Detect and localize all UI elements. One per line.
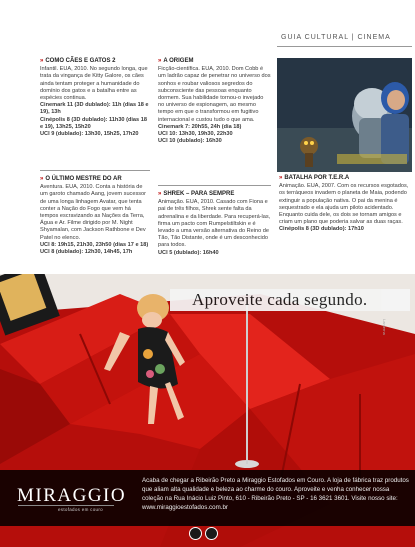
bullet-icon: » bbox=[279, 175, 283, 181]
logo-divider bbox=[18, 505, 114, 506]
session-line: Cinemark 11 (3D dublado): 11h (dias 18 e 19), 13h bbox=[40, 102, 149, 116]
review-body: Ficção-científica. EUA, 2010. Dom Cobb é um ladrão capaz de penetrar no universo dos sonhos e roubar valiosos segredos do subconsciente das pessoas enquanto dormem. Sua habilidade tornou-o invejado no universo de espionagem, ao mesmo tempo em que o transformou em fugitivo internacional e custou tudo o que ama. bbox=[158, 66, 271, 123]
seal-icon bbox=[205, 527, 218, 540]
column-rule bbox=[40, 170, 150, 171]
review-title: BATALHA POR T.E.R.A bbox=[284, 175, 350, 181]
certification-icons bbox=[189, 527, 221, 545]
seal-icon bbox=[189, 527, 202, 540]
bullet-icon: » bbox=[158, 191, 162, 197]
session-line: UCI 8 (dublado): 12h30, 14h45, 17h bbox=[40, 249, 133, 256]
header-rule bbox=[277, 46, 412, 47]
review-title: SHREK – PARA SEMPRE bbox=[163, 191, 235, 197]
review-body: Aventura. EUA, 2010. Conta a história de um garoto chamado Aang, jovem sucessor de uma longa linhagem Avatar, que tenta conter a Nação do Fogo que vem há tempos escravizando as Nações da Terra, Água e Ar. Filme dirigido por M. Night Shyamalan, com Jackson Rathbone e Dev Patel no elenco. bbox=[40, 184, 147, 241]
review-body: Animação. EUA, 2007. Com os recursos esgotados, os terráqueos invadem o planeta de Maia, podendo extinguir a população nativa. O pai da menina é sequestrado e ela ajuda um piloto acidentado. Enquanto cuida dele, os dois se tornam amigos e criam um plano que poderia salvar as duas raças. bbox=[279, 183, 409, 226]
ad-headline: Aproveite cada segundo. bbox=[192, 290, 368, 309]
review-body: Animação. EUA, 2010. Casado com Fiona e pai de três filhos, Shrek sente falta da adrenalina e da liberdade. Para recuperá-las, firma um pacto com Rumpelstiltskin e é levado a uma versão alternativa do Reino de Tão, Tão Distante, onde é um desconhecido para todos. bbox=[158, 199, 271, 249]
review-title: COMO CÃES E GATOS 2 bbox=[45, 58, 116, 64]
column-rule bbox=[158, 185, 271, 186]
session-line: UCI 10 (dublado): 16h30 bbox=[158, 138, 222, 145]
brand-subtitle: estofados em couro bbox=[58, 507, 103, 512]
bullet-icon: » bbox=[158, 58, 162, 64]
session-line: Cinemark 7: 20h55, 24h (dia 18) bbox=[158, 123, 242, 130]
review-title: O ÚLTIMO MESTRE DO AR bbox=[45, 176, 122, 182]
bullet-icon: » bbox=[40, 176, 44, 182]
session-line: UCI 9 (dublado): 13h30, 15h25, 17h20 bbox=[40, 131, 139, 138]
session-line: UCI 5 (dublado): 16h40 bbox=[158, 249, 219, 256]
brand-logo: MIRAGGIO bbox=[17, 485, 127, 506]
bullet-icon: » bbox=[40, 58, 44, 64]
ad-headline-box bbox=[170, 289, 410, 311]
movie-still-image bbox=[277, 58, 412, 172]
section-tag: GUIA CULTURAL | CINEMA bbox=[281, 34, 391, 41]
review-body: Infantil. EUA, 2010. No segundo longa, que trata da vingança de Kitty Galore, os cães ainda tentam proteger a humanidade do domínio dos gatos e a batalha entre as espécies continua. bbox=[40, 66, 148, 102]
review-a-origem bbox=[158, 58, 271, 145]
review-ultimo-mestre bbox=[40, 176, 150, 256]
review-title: A ORIGEM bbox=[163, 58, 194, 64]
ad-body-text: Acaba de chegar a Ribeirão Preto a Miraggio Estofados em Couro. A loja de fábrica traz produtos que aliam alta qualidade e beleza ao charme do couro. Aproveite e venha conhecer nossa coleção na Rua Inácio Luiz Pinto, 610 - Ribeirão Preto - SP - 16 3621 3601. Visite nosso site: www.miraggioestofados.com.br bbox=[142, 477, 409, 511]
review-batalha bbox=[279, 175, 411, 234]
session-line: Cinépolis 8 (3D dublado): 17h10 bbox=[279, 226, 364, 233]
session-line: Cinépolis 8 (3D dublado): 11h30 (dias 18 e 19), 13h25, 15h20 bbox=[40, 116, 147, 130]
session-line: UCI 8: 19h15, 21h30, 23h50 (dias 17 e 18) bbox=[40, 241, 149, 248]
photo-credit: Lanterna bbox=[382, 319, 387, 335]
session-line: UCI 10: 13h30, 19h30, 22h30 bbox=[158, 131, 233, 138]
review-como-caes bbox=[40, 58, 150, 138]
movie-still-illustration bbox=[277, 58, 412, 172]
review-shrek bbox=[158, 191, 271, 257]
